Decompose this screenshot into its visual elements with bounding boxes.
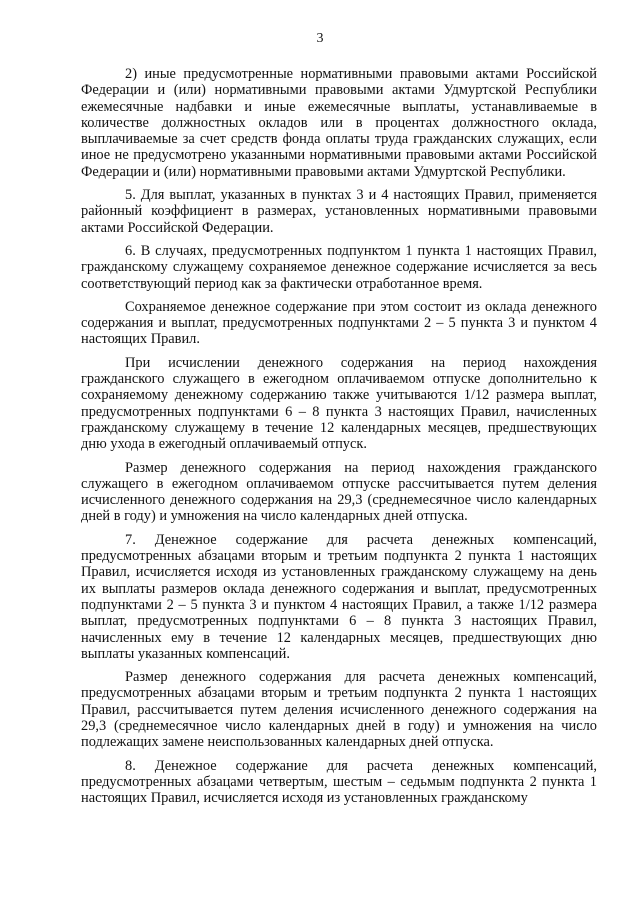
paragraph-item-8: 8. Денежное содержание для расчета денежных компенсаций, предусмотренных абзацами четвертым, шестым – седьмым подпункта 2 пункта 1 настоящих Правил, исчисляется исходя из установленных гражданскому [81,757,597,807]
paragraph-item-7: 7. Денежное содержание для расчета денежных компенсаций, предусмотренных абзацами вторым и третьим подпункта 2 пункта 1 настоящих Правил, исчисляется исходя из установленных гражданскому служащему на день их выплаты размеров оклада денежного содержания и выплат, предусмотренных подпунктами 2 – 5 пункта 3 и пунктом 4 настоящих Правил, а также 1/12 размера выплат, предусмотренных подпунктами 6 – 8 пункта 3 настоящих Правил, начисленных ему в течение 12 календарных месяцев, предшествующих дню выплаты указанных компенсаций. [81,531,597,662]
paragraph-other-payments: 2) иные предусмотренные нормативными правовыми актами Российской Федерации и (или) нормативными правовыми актами Удмуртской Республики ежемесячные надбавки и иные ежемесячные выплаты, устанавливаемые в количестве должностных окладов или в процентах должностного оклада, выплачиваемые за счет средств фонда оплаты труда гражданских служащих, если иное не предусмотрено указанными нормативными правовыми актами Российской Федерации и (или) нормативными правовыми актами Удмуртской Республики. [81,66,597,180]
paragraph-compensation-amount: Размер денежного содержания для расчета денежных компенсаций, предусмотренных абзацами вторым и третьим подпункта 2 пункта 1 настоящих Правил, рассчитывается путем деления исчисленного денежного содержания на 29,3 (среднемесячное число календарных дней в году) и умножения на число подлежащих замене неиспользованных календарных дней отпуска. [81,669,597,751]
document-body [81,66,597,806]
paragraph-vacation-calculation: При исчислении денежного содержания на период нахождения гражданского служащего в ежегодном оплачиваемом отпуске дополнительно к сохраняемому денежному содержанию также учитываются 1/12 размера выплат, предусмотренных подпунктами 6 – 8 пункта 3 настоящих Правил, начисленных гражданскому служащему в течение 12 календарных месяцев, предшествующих дню ухода в ежегодный оплачиваемый отпуск. [81,354,597,453]
paragraph-item-5: 5. Для выплат, указанных в пунктах 3 и 4 настоящих Правил, применяется районный коэффициент в размерах, установленных нормативными правовыми актами Российской Федерации. [81,187,597,236]
paragraph-item-6: 6. В случаях, предусмотренных подпунктом 1 пункта 1 настоящих Правил, гражданскому служащему сохраняемое денежное содержание исчисляется за весь соответствующий период как за фактически отработанное время. [81,242,597,292]
page-number: 3 [316,31,324,46]
paragraph-retained-salary: Сохраняемое денежное содержание при этом состоит из оклада денежного содержания и выплат, предусмотренных подпунктами 2 – 5 пункта 3 и пунктом 4 настоящих Правил. [81,298,597,348]
paragraph-vacation-amount: Размер денежного содержания на период нахождения гражданского служащего в ежегодном оплачиваемом отпуске рассчитывается путем деления исчисленного денежного содержания на 29,3 (среднемесячное число календарных дней в году) и умножения на число календарных дней отпуска. [81,459,597,525]
